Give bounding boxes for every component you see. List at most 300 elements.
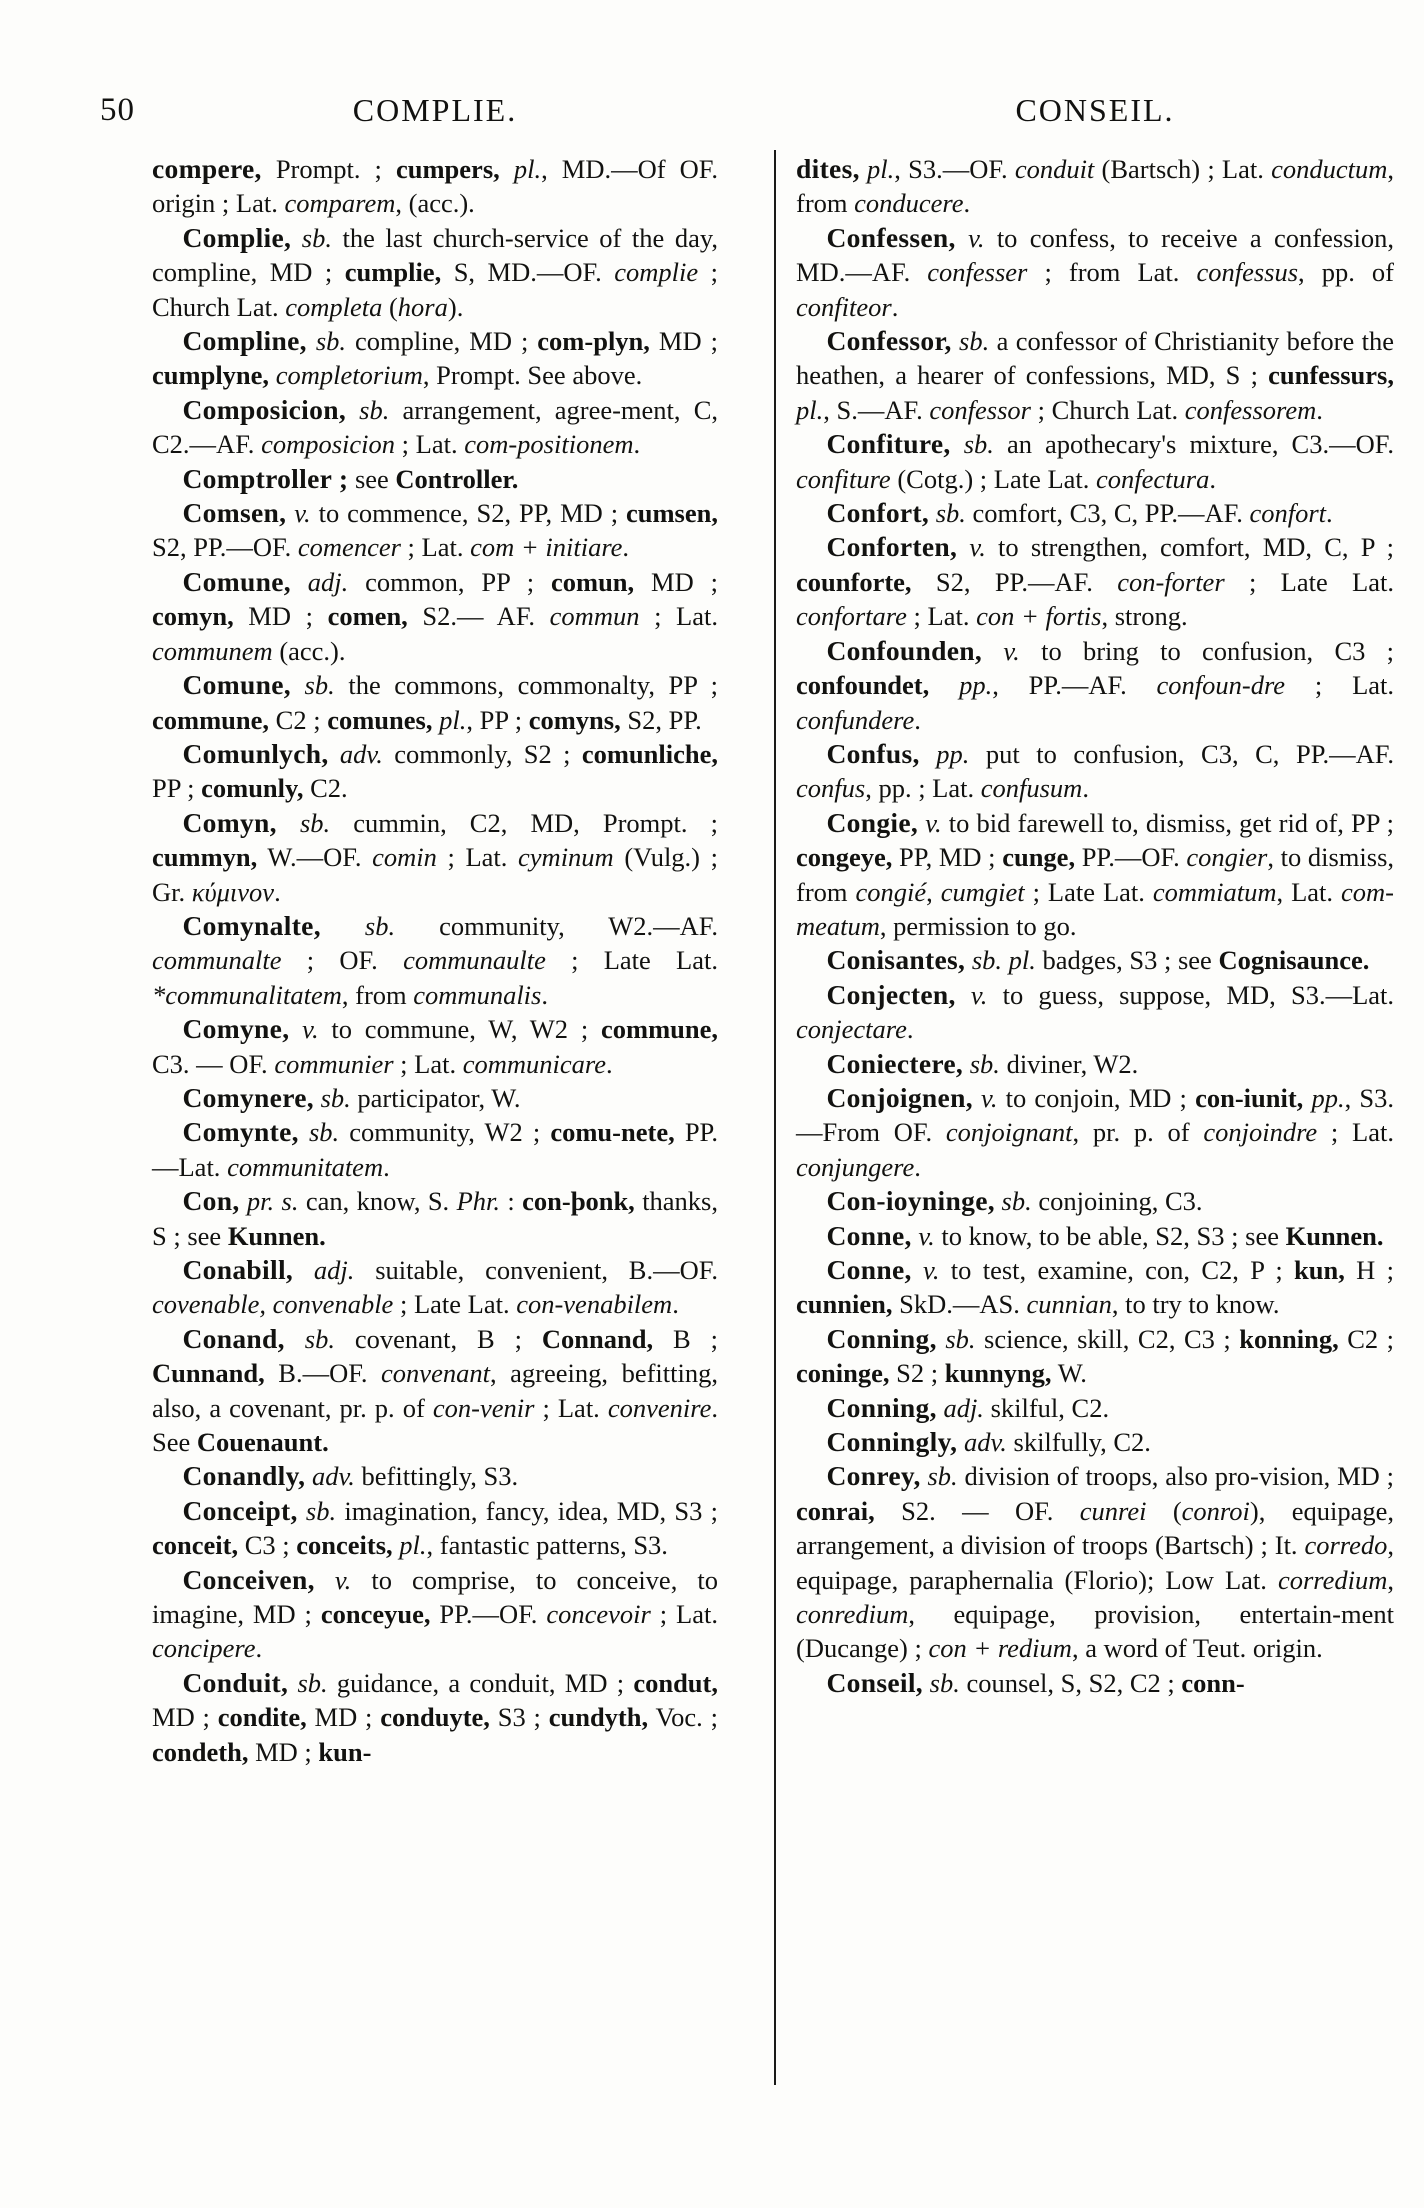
text-segment: , Lat. (1276, 876, 1342, 907)
italic-text-segment: conducere (854, 188, 964, 219)
running-head-right: CONSEIL. (1015, 92, 1175, 128)
text-segment: . (606, 1048, 613, 1079)
text-segment: to strengthen, comfort, MD, C, P ; (985, 532, 1394, 563)
headword-or-variant: congeye, (796, 842, 893, 873)
italic-text-segment: v. (286, 498, 311, 529)
headword-or-variant: Controller. (395, 463, 519, 494)
headword-or-variant: Conjoignen, (826, 1081, 973, 1113)
text-segment: , (acc.). (395, 188, 475, 219)
headword-or-variant: compere, (152, 153, 262, 184)
left-column (152, 152, 718, 1769)
text-segment: . (1316, 394, 1323, 425)
italic-text-segment: conjoindre (1203, 1117, 1318, 1148)
italic-text-segment: confiteor (796, 291, 892, 322)
italic-text-segment: conroi (1181, 1495, 1250, 1526)
italic-text-segment: adv. (328, 738, 383, 769)
text-segment: ; Lat. (906, 601, 977, 632)
text-segment: W. (1051, 1358, 1087, 1389)
headword-or-variant: Comynalte, (182, 909, 321, 941)
right-column (796, 152, 1394, 1700)
headword-or-variant: Conceiven, (182, 1563, 315, 1595)
headword-or-variant: cunfessurs, (1268, 360, 1394, 391)
text-segment: (acc.). (272, 635, 346, 666)
italic-text-segment: conjectare (796, 1014, 907, 1045)
italic-text-segment: sb. (920, 1461, 958, 1492)
headword-or-variant: Con, (182, 1185, 240, 1217)
text-segment: to bring to confusion, C3 ; (1019, 635, 1395, 666)
headword-or-variant: Coniectere, (826, 1047, 964, 1079)
italic-text-segment: pp. (1303, 1082, 1345, 1113)
italic-text-segment: confiture (796, 463, 891, 494)
dictionary-entry (796, 1081, 1394, 1184)
italic-text-segment: pl. (392, 1530, 427, 1561)
headword-or-variant: cummyn, (152, 842, 258, 873)
headword-or-variant: conn- (1181, 1667, 1245, 1698)
text-segment: ; Lat. (639, 601, 718, 632)
dictionary-entry (796, 1219, 1394, 1253)
headword-or-variant: Conne, (826, 1219, 912, 1251)
italic-text-segment: sb. (936, 1323, 976, 1354)
italic-text-segment: sb. (320, 910, 396, 941)
dictionary-entry (152, 496, 718, 565)
italic-text-segment: κύμινον (191, 876, 275, 907)
headword-or-variant: confoundet, (796, 670, 930, 701)
text-segment: , S3.—OF. (894, 154, 1015, 184)
italic-text-segment: cyminum (518, 842, 614, 873)
headword-or-variant: Conne, (826, 1254, 912, 1285)
text-segment: , PP.—AF. (992, 670, 1157, 701)
text-segment: ; Late Lat. (393, 1289, 517, 1320)
italic-text-segment: v. (955, 222, 985, 253)
text-segment: . (914, 704, 921, 735)
dictionary-entry (796, 1322, 1394, 1391)
text-segment: . (1209, 463, 1216, 494)
dictionary-entry (152, 1459, 718, 1493)
headword-or-variant: Comyne, (182, 1013, 290, 1045)
text-segment: community, W2 ; (339, 1117, 551, 1148)
headword-or-variant: comunes, (327, 704, 433, 735)
text-segment: . (1326, 498, 1333, 529)
text-segment: ; Late Lat. (1024, 876, 1153, 907)
headword-or-variant: cumsen, (625, 498, 718, 529)
headword-or-variant: Conrey, (826, 1460, 921, 1492)
italic-text-segment: pl. (499, 154, 542, 184)
text-segment: PP ; (152, 773, 202, 804)
dictionary-entry (152, 152, 718, 221)
headword-or-variant: konning, (1239, 1323, 1339, 1354)
headword-or-variant: Confort, (826, 497, 930, 529)
text-segment: to commune, W, W2 ; (318, 1014, 601, 1045)
dictionary-entry (152, 806, 718, 909)
dictionary-entry (796, 1425, 1394, 1459)
page-number: 50 (100, 92, 135, 128)
italic-text-segment: communicare (462, 1048, 606, 1079)
dictionary-entry (152, 324, 718, 393)
italic-text-segment: confort (1249, 498, 1327, 529)
text-segment: H ; (1344, 1255, 1395, 1285)
dictionary-entry (152, 1494, 718, 1563)
running-head-left: COMPLIE. (352, 92, 518, 128)
text-segment: , (1387, 1564, 1394, 1595)
italic-text-segment: sb. (297, 1495, 337, 1526)
text-segment: . (274, 876, 281, 907)
text-segment: a confessor of Christianity before the heathen, a hearer of confessions, MD, S ; (796, 326, 1394, 391)
italic-text-segment: sb. (291, 222, 332, 253)
text-segment: to conjoin, MD ; (997, 1082, 1196, 1113)
italic-text-segment: pl. (432, 704, 467, 735)
text-segment: . (622, 532, 630, 563)
headword-or-variant: cunnien, (796, 1289, 893, 1320)
text-segment: science, skill, C2, C3 ; (975, 1323, 1240, 1354)
text-segment: ; Lat. (1285, 670, 1395, 701)
text-segment: ). (447, 291, 464, 322)
headword-or-variant: Conseil, (826, 1666, 923, 1698)
text-segment: , to dismiss, from (796, 842, 1395, 907)
headword-or-variant: condut, (633, 1667, 718, 1698)
text-segment: to comprise, to conceive, to imagine, MD ; (152, 1564, 719, 1630)
text-segment: , pr. p. of (1072, 1117, 1204, 1148)
italic-text-segment: com + initiare (470, 532, 623, 563)
text-segment: , from (341, 979, 414, 1010)
italic-text-segment: cunnian (1026, 1289, 1112, 1320)
text-segment: community, W2.—AF. (395, 910, 718, 941)
text-segment: (Vulg.) ; Gr. (152, 842, 718, 907)
headword-or-variant: Conjecten, (826, 978, 956, 1010)
text-segment: ; Late Lat. (545, 945, 718, 976)
italic-text-segment: comparem (284, 188, 396, 219)
italic-text-segment: conjungere (796, 1151, 915, 1182)
dictionary-entry (796, 152, 1394, 221)
text-segment: S3 ; (489, 1702, 549, 1733)
dictionary-entry (796, 634, 1394, 737)
dictionary-entry (796, 324, 1394, 427)
text-segment: PP.—OF. (1075, 842, 1187, 873)
italic-text-segment: pl. (796, 394, 824, 425)
text-segment: Voc. ; (648, 1702, 718, 1733)
dictionary-entry (152, 1666, 718, 1769)
italic-text-segment: com-positionem (464, 429, 634, 460)
text-segment: to test, examine, con, C2, P ; (939, 1255, 1295, 1285)
text-segment: (Cotg.) ; Late Lat. (890, 463, 1097, 494)
italic-text-segment: sb. (276, 807, 331, 838)
italic-text-segment: sb. (923, 1667, 960, 1698)
italic-text-segment: *communalitatem (152, 979, 342, 1010)
text-segment: , equipage, paraphernalia (Florio); Low Lat. (796, 1530, 1394, 1595)
dictionary-entry (152, 668, 718, 737)
headword-or-variant: cumplyne, (152, 360, 270, 391)
italic-text-segment: sb. (994, 1186, 1032, 1217)
italic-text-segment: cunrei (1079, 1495, 1147, 1526)
text-segment: MD ; (634, 566, 718, 597)
italic-text-segment: sb. (951, 326, 990, 357)
headword-or-variant: Couenaunt. (196, 1427, 329, 1458)
text-segment: (Bartsch) ; Lat. (1094, 154, 1272, 184)
headword-or-variant: kun, (1294, 1255, 1345, 1285)
text-segment: ; Lat. (395, 429, 465, 460)
italic-text-segment: confortare (796, 601, 907, 632)
text-segment: badges, S3 ; see (1035, 945, 1219, 976)
text-segment: ( (382, 291, 398, 322)
text-segment: , Prompt. See above. (422, 360, 643, 391)
italic-text-segment: v. (957, 532, 986, 563)
italic-text-segment: confessus (1196, 257, 1299, 288)
italic-text-segment: communalte (152, 945, 282, 976)
text-segment: ; Church Lat. (1030, 394, 1185, 425)
headword-or-variant: conduyte, (380, 1702, 490, 1733)
headword-or-variant: Conabill, (182, 1254, 294, 1285)
text-segment: to know, to be able, S2, S3 ; see (934, 1220, 1286, 1251)
headword-or-variant: Comsen, (182, 497, 287, 529)
text-segment: C3 ; (238, 1530, 297, 1561)
italic-text-segment: conredium (796, 1599, 909, 1630)
headword-or-variant: Comptroller ; (182, 462, 349, 494)
headword-or-variant: Congie, (826, 806, 919, 838)
italic-text-segment: sb. (306, 326, 347, 357)
italic-text-segment: concevoir (546, 1599, 651, 1630)
text-segment: , S3.—From OF. (796, 1082, 1395, 1148)
headword-or-variant: Composicion, (182, 393, 347, 425)
text-segment: ; Church Lat. (152, 257, 718, 322)
text-segment: , strong. (1101, 601, 1188, 632)
text-segment: to confess, to receive a confession, MD.—AF. (796, 222, 1394, 288)
text-segment: befittingly, S3. (354, 1461, 519, 1492)
text-segment: can, know, S. (298, 1186, 457, 1217)
italic-text-segment: conduit (1014, 154, 1095, 184)
text-segment: MD ; (152, 1702, 218, 1733)
italic-text-segment: confus (796, 773, 866, 804)
text-segment: . (672, 1289, 679, 1320)
text-segment: PP, MD ; (892, 842, 1003, 873)
headword-or-variant: conrai, (796, 1495, 875, 1526)
dictionary-entry (152, 565, 718, 668)
italic-text-segment: com-meatum (796, 876, 1394, 941)
italic-text-segment: confesser (927, 257, 1028, 288)
italic-text-segment: v. (289, 1014, 319, 1045)
headword-or-variant: Comune, (182, 565, 291, 597)
italic-text-segment: conjoignant (945, 1117, 1073, 1148)
text-segment: comfort, C3, C, PP.—AF. (965, 498, 1250, 529)
text-segment: suitable, convenient, B.—OF. (354, 1255, 718, 1285)
text-segment: ; Lat. (650, 1599, 718, 1630)
text-segment: MD ; (306, 1702, 381, 1733)
headword-or-variant: Conforten, (826, 531, 958, 563)
headword-or-variant: Confus, (826, 737, 920, 769)
italic-text-segment: adv. (957, 1427, 1007, 1458)
headword-or-variant: Comynere, (182, 1081, 314, 1113)
italic-text-segment: adv. (305, 1461, 355, 1492)
text-segment: , S.—AF. (823, 394, 930, 425)
dictionary-entry (796, 496, 1394, 530)
text-segment: ), equipage, arrangement, a division of troops (Bartsch) ; It. (796, 1495, 1394, 1561)
headword-or-variant: com-plyn, (537, 326, 650, 357)
italic-text-segment: congier (1186, 842, 1268, 873)
text-segment: C2 ; (269, 704, 328, 735)
italic-text-segment: confoun-dre (1156, 670, 1286, 701)
headword-or-variant: conceit, (152, 1530, 239, 1561)
headword-or-variant: Kunnen. (1285, 1220, 1384, 1251)
dictionary-entry (796, 978, 1394, 1047)
text-segment: , pp. of (1298, 257, 1395, 288)
dictionary-entry (796, 1253, 1394, 1322)
headword-or-variant: cundyth, (548, 1702, 649, 1733)
dictionary-entry (796, 806, 1394, 944)
headword-or-variant: cumplie, (344, 257, 442, 288)
text-segment: . (255, 1633, 263, 1664)
italic-text-segment: con-venabilem (516, 1289, 673, 1320)
headword-or-variant: comyn, (152, 601, 234, 632)
text-segment: B ; (653, 1323, 718, 1354)
italic-text-segment: commun (549, 601, 640, 632)
text-segment: , PP ; (466, 704, 529, 735)
dictionary-entry (152, 1184, 718, 1253)
italic-text-segment: completorium (269, 360, 423, 391)
text-segment: PP.—OF. (430, 1599, 547, 1630)
text-segment: Prompt. ; (261, 154, 396, 184)
dictionary-entry (152, 462, 718, 496)
dictionary-entry (796, 530, 1394, 633)
running-head-row (0, 92, 1424, 138)
text-segment: S2, PP. (620, 704, 702, 735)
headword-or-variant: commune, (600, 1014, 719, 1045)
headword-or-variant: Complie, (182, 221, 292, 253)
italic-text-segment: v. (955, 979, 988, 1010)
text-segment: the last church-service of the day, compline, MD ; (152, 222, 718, 288)
headword-or-variant: Con-ioyninge, (826, 1185, 995, 1217)
text-segment: . (914, 1151, 921, 1182)
dictionary-entry (152, 1115, 718, 1184)
text-segment: an apothecary's mixture, C3.—OF. (993, 429, 1394, 460)
text-segment: to guess, suppose, MD, S3.—Lat. (987, 979, 1395, 1010)
dictionary-entry (152, 1253, 718, 1322)
dictionary-entry (796, 427, 1394, 496)
italic-text-segment: conductum (1271, 154, 1388, 184)
headword-or-variant: comunly, (201, 773, 304, 804)
italic-text-segment: convenire (607, 1392, 712, 1423)
italic-text-segment: communier (274, 1048, 394, 1079)
italic-text-segment: corredo (1304, 1530, 1388, 1561)
italic-text-segment: pr. s. (239, 1186, 299, 1217)
text-segment: S, MD.—OF. (441, 257, 615, 288)
italic-text-segment: cumgiet (940, 876, 1025, 907)
text-segment: skilful, C2. (983, 1392, 1110, 1423)
text-segment: W.—OF. (257, 842, 373, 873)
text-segment: . (891, 291, 899, 322)
headword-or-variant: conceits, (296, 1530, 393, 1561)
italic-text-segment: hora (397, 291, 448, 322)
text-segment: counsel, S, S2, C2 ; (959, 1667, 1182, 1698)
dictionary-entry (796, 221, 1394, 324)
text-segment: . (906, 1014, 914, 1045)
italic-text-segment: concipere (152, 1633, 256, 1664)
text-segment: , a word of Teut. origin. (1071, 1633, 1323, 1664)
headword-or-variant: kun- (318, 1736, 372, 1767)
text-segment: SkD.—AS. (892, 1289, 1027, 1320)
italic-text-segment: sb. (950, 429, 994, 460)
headword-or-variant: Conandly, (182, 1460, 306, 1492)
headword-or-variant: coninge, (796, 1358, 890, 1389)
text-segment: ; Lat. (400, 532, 471, 563)
headword-or-variant: comen, (327, 601, 408, 632)
dictionary-entry (152, 909, 718, 1012)
italic-text-segment: confectura (1096, 463, 1210, 494)
headword-or-variant: counforte, (796, 566, 912, 597)
text-segment: division of troops, also pro-vision, MD ; (957, 1461, 1394, 1492)
headword-or-variant: con-þonk, (522, 1186, 635, 1217)
italic-text-segment: v. (911, 1220, 935, 1251)
headword-or-variant: con-iunit, (1195, 1082, 1304, 1113)
text-segment: MD ; (248, 1736, 319, 1767)
text-segment: ( (1146, 1495, 1182, 1526)
italic-text-segment: covenable, convenable (152, 1289, 394, 1320)
headword-or-variant: Comunlych, (182, 737, 329, 769)
italic-text-segment: adj. (290, 566, 349, 597)
italic-text-segment: complie (614, 257, 699, 288)
italic-text-segment: communalis (413, 979, 542, 1010)
headword-or-variant: Connand, (541, 1323, 654, 1354)
text-segment: , MD.—Of OF. origin ; Lat. (152, 154, 718, 219)
dictionary-entry (796, 1391, 1394, 1425)
headword-or-variant: Comynte, (182, 1116, 299, 1148)
text-segment: . (541, 979, 548, 1010)
text-segment: ; from Lat. (1027, 257, 1197, 288)
text-segment: , agreeing, befitting, also, a covenant, pr. p. of (152, 1358, 718, 1423)
italic-text-segment: sb. (290, 670, 335, 701)
text-segment: thanks, S ; see (152, 1186, 718, 1251)
text-segment: arrangement, agree-ment, C, C2.—AF. (152, 394, 718, 460)
text-segment: . See (152, 1392, 718, 1458)
text-segment: ; Lat. (1317, 1117, 1394, 1148)
text-segment: ; Late Lat. (1224, 566, 1394, 597)
italic-text-segment: adj. (293, 1255, 355, 1285)
headword-or-variant: Cunnand, (152, 1358, 265, 1389)
text-segment: imagination, fancy, idea, MD, S3 ; (336, 1495, 718, 1526)
italic-text-segment: sb. pl. (965, 945, 1036, 976)
italic-text-segment: commiatum (1152, 876, 1277, 907)
italic-text-segment: pp. (919, 738, 970, 769)
headword-or-variant: Conning, (826, 1391, 937, 1423)
headword-or-variant: comyns, (528, 704, 621, 735)
text-segment: , pp. ; Lat. (865, 773, 981, 804)
text-segment: S2.— AF. (407, 601, 550, 632)
headword-or-variant: commune, (152, 704, 270, 735)
italic-text-segment: confessor (929, 394, 1031, 425)
text-segment: conjoining, C3. (1031, 1186, 1203, 1217)
italic-text-segment: confessorem (1184, 394, 1317, 425)
dictionary-entry (152, 1081, 718, 1115)
italic-text-segment: con + fortis (976, 601, 1102, 632)
headword-or-variant: Conand, (182, 1322, 285, 1354)
italic-text-segment: sb. (313, 1082, 351, 1113)
text-segment: , to try to know. (1111, 1289, 1280, 1320)
text-segment: . (1082, 773, 1089, 804)
headword-or-variant: dites, (796, 153, 860, 184)
italic-text-segment: congié (855, 876, 927, 907)
headword-or-variant: kunnyng, (944, 1358, 1052, 1389)
dictionary-entry (796, 943, 1394, 977)
text-segment: , equipage, provision, entertain-ment (Ducange) ; (796, 1599, 1394, 1664)
text-segment: the commons, commonalty, PP ; (334, 670, 718, 701)
italic-text-segment: sb. (929, 498, 966, 529)
text-segment: S2. — OF. (874, 1495, 1080, 1526)
headword-or-variant: comun, (550, 566, 635, 597)
text-segment: ; OF. (281, 945, 404, 976)
text-segment: , (926, 876, 941, 907)
dictionary-entry (796, 1666, 1394, 1700)
italic-text-segment: sb. (963, 1048, 1000, 1079)
italic-text-segment: con-venir (432, 1392, 535, 1423)
text-segment: S2, PP.—OF. (152, 532, 298, 563)
headword-or-variant: Cognisaunce. (1218, 945, 1370, 976)
